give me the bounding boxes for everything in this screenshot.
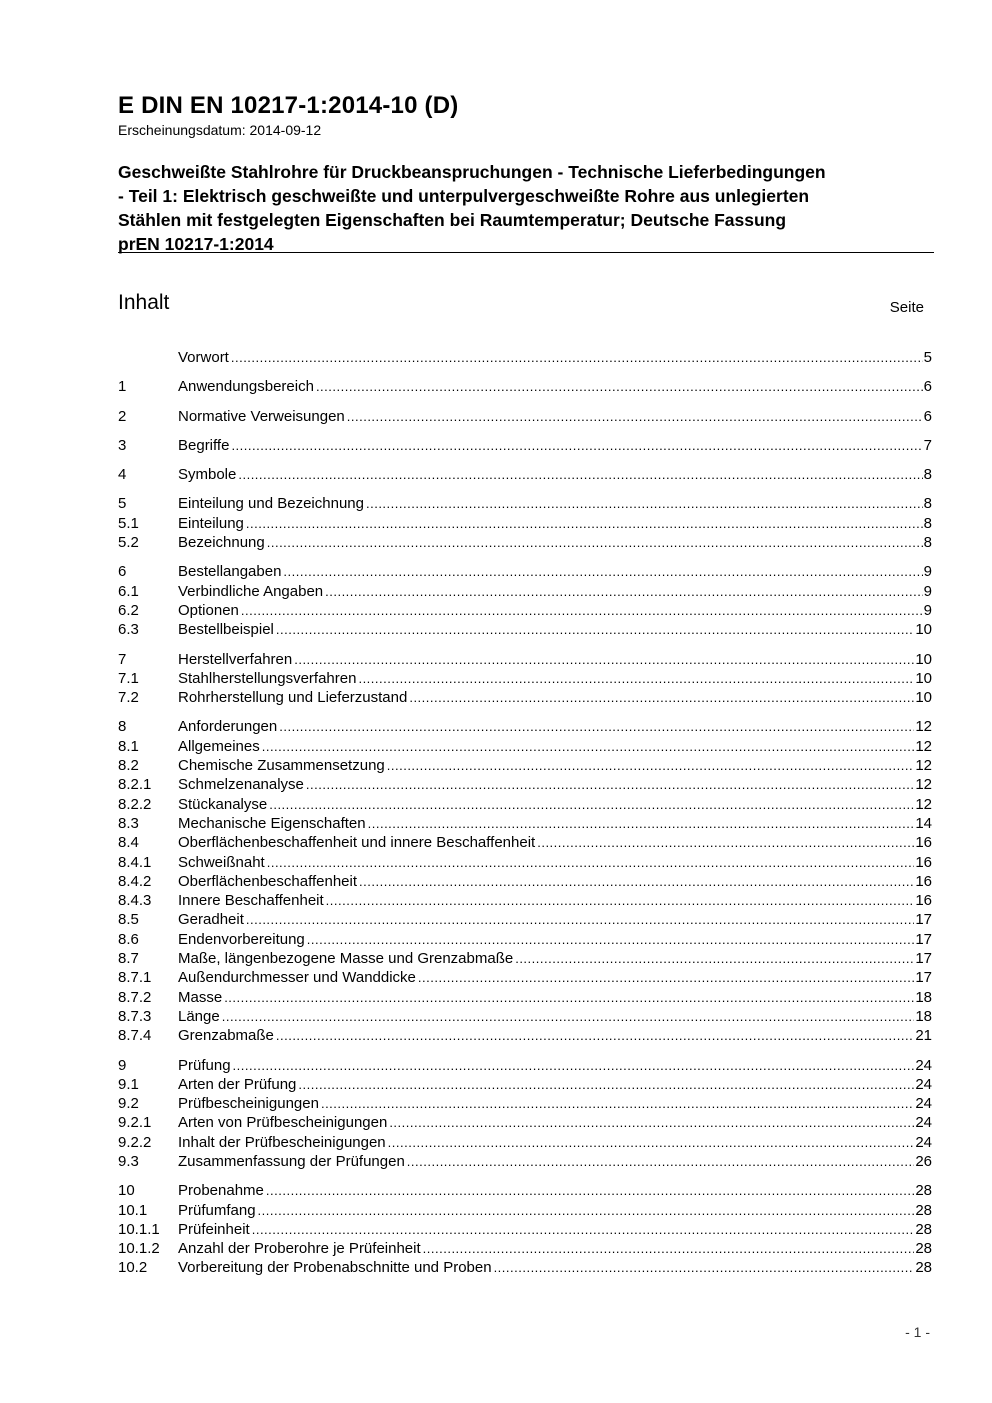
toc-entry-title: Grenzabmaße [178, 1027, 274, 1045]
toc-entry[interactable] [118, 407, 932, 426]
toc-entry[interactable] [118, 1056, 932, 1075]
toc-entry-number: 5.1 [118, 514, 139, 532]
toc-entry[interactable] [118, 514, 932, 533]
toc-entry-number: 10 [118, 1182, 135, 1200]
toc-dot-leader [325, 582, 923, 601]
toc-entry-number: 8.1 [118, 737, 139, 755]
toc-entry-page: 21 [915, 1027, 932, 1045]
toc-entry-title: Begriffe [178, 436, 230, 454]
toc-entry-title: Vorbereitung der Probenabschnitte und Proben [178, 1259, 492, 1277]
toc-entry-number: 5 [118, 495, 127, 513]
toc-entry-number: 8.4 [118, 834, 139, 852]
toc-dot-leader [389, 1113, 914, 1132]
toc-dot-leader [307, 930, 915, 949]
toc-entry[interactable] [118, 1094, 932, 1113]
toc-entry[interactable] [118, 436, 932, 455]
toc-entry-number: 10.1.2 [118, 1240, 160, 1258]
toc-entry-number: 1 [118, 378, 127, 396]
toc-entry-page: 17 [915, 911, 932, 929]
toc-entry[interactable] [118, 1258, 932, 1277]
toc-entry-number: 4 [118, 466, 127, 484]
toc-entry-title: Mechanische Eigenschaften [178, 814, 366, 832]
toc-entry-number: 8.7.3 [118, 1007, 152, 1025]
toc-entry-page: 28 [915, 1182, 932, 1200]
toc-entry-number: 8.4.3 [118, 892, 152, 910]
toc-entry-page: 28 [915, 1259, 932, 1277]
toc-entry-number: 7 [118, 650, 127, 668]
toc-entry[interactable] [118, 669, 932, 688]
toc-entry-title: Vorwort [178, 349, 229, 366]
table-of-contents [118, 348, 932, 1288]
toc-entry-page: 24 [915, 1075, 932, 1093]
toc-entry-title: Endenvorbereitung [178, 930, 305, 948]
toc-entry-number: 8.7.4 [118, 1027, 152, 1045]
toc-entry-page: 16 [915, 892, 932, 910]
toc-entry[interactable] [118, 494, 932, 513]
toc-entry[interactable] [118, 348, 932, 367]
toc-dot-leader [316, 377, 923, 396]
toc-entry-page: 24 [915, 1114, 932, 1132]
toc-dot-leader [252, 1220, 915, 1239]
toc-entry-page: 17 [915, 930, 932, 948]
toc-entry-title: Symbole [178, 466, 237, 484]
toc-entry-page: 17 [915, 950, 932, 968]
toc-entry[interactable] [118, 756, 932, 775]
toc-dot-leader [347, 407, 923, 426]
toc-entry-title: Prüfung [178, 1056, 231, 1074]
toc-entry-page: 26 [915, 1152, 932, 1170]
toc-entry-title: Bezeichnung [178, 534, 265, 552]
toc-entry-title: Normative Verweisungen [178, 407, 345, 425]
toc-entry-title: Probenahme [178, 1182, 264, 1200]
toc-dot-leader [306, 775, 914, 794]
toc-entry-title: Arten der Prüfung [178, 1075, 297, 1093]
toc-entry-number: 3 [118, 436, 127, 454]
toc-dot-leader [388, 1133, 915, 1152]
toc-entry-title: Stahlherstellungsverfahren [178, 669, 357, 687]
title-line: Stählen mit festgelegten Eigenschaften bei Raumtemperatur; Deutsche Fassung [118, 210, 787, 230]
toc-dot-leader [387, 756, 915, 775]
toc-entry-title: Prüfeinheit [178, 1220, 250, 1238]
toc-entry[interactable] [118, 717, 932, 736]
toc-dot-leader [409, 688, 914, 707]
toc-entry-number: 8.2.2 [118, 795, 152, 813]
toc-entry-title: Anwendungsbereich [178, 378, 314, 396]
toc-entry[interactable] [118, 1133, 932, 1152]
toc-entry-page: 10 [915, 621, 932, 639]
toc-entry[interactable] [118, 1026, 932, 1045]
toc-entry[interactable] [118, 465, 932, 484]
toc-entry-number: 9.3 [118, 1152, 139, 1170]
toc-entry[interactable] [118, 949, 932, 968]
toc-dot-leader [368, 814, 915, 833]
toc-dot-leader [276, 620, 914, 639]
toc-entry-page: 14 [915, 814, 932, 832]
toc-dot-leader [537, 833, 914, 852]
toc-entry-title: Einteilung [178, 514, 244, 532]
toc-entry[interactable] [118, 533, 932, 552]
toc-entry-title: Prüfumfang [178, 1201, 256, 1219]
toc-dot-leader [366, 494, 923, 513]
toc-dot-leader [269, 795, 914, 814]
toc-entry-number: 2 [118, 407, 127, 425]
toc-entry-title: Außendurchmesser und Wanddicke [178, 969, 416, 987]
toc-entry[interactable] [118, 853, 932, 872]
toc-entry-title: Oberflächenbeschaffenheit [178, 872, 358, 890]
toc-entry-title: Inhalt der Prüfbescheinigungen [178, 1133, 386, 1151]
toc-entry-page: 12 [915, 718, 932, 736]
toc-entry-page: 8 [923, 495, 932, 513]
toc-entry-number: 8.4.1 [118, 853, 152, 871]
toc-dot-leader [358, 669, 914, 688]
toc-entry-title: Arten von Prüfbescheinigungen [178, 1114, 388, 1132]
toc-entry-page: 28 [915, 1201, 932, 1219]
toc-entry[interactable] [118, 377, 932, 396]
toc-group [118, 717, 932, 1045]
toc-entry-title: Schmelzenanalyse [178, 776, 304, 794]
toc-entry-page: 17 [915, 969, 932, 987]
toc-entry-title: Chemische Zusammensetzung [178, 757, 385, 775]
page-number: - 1 - [905, 1324, 930, 1340]
toc-page-column-heading: Seite [889, 299, 924, 316]
toc-entry-page: 28 [915, 1240, 932, 1258]
toc-dot-leader [241, 601, 923, 620]
toc-dot-leader [246, 514, 923, 533]
toc-entry-page: 10 [915, 650, 932, 668]
toc-entry-number: 10.1 [118, 1201, 148, 1219]
toc-entry-number: 8.2 [118, 757, 139, 775]
toc-entry-page: 28 [915, 1220, 932, 1238]
title-line: prEN 10217-1:2014 [118, 234, 274, 254]
toc-dot-leader [222, 1007, 915, 1026]
toc-entry-page: 10 [915, 689, 932, 707]
toc-dot-leader [276, 1026, 914, 1045]
toc-dot-leader [258, 1201, 915, 1220]
toc-entry-page: 16 [915, 872, 932, 890]
toc-entry[interactable] [118, 910, 932, 929]
toc-entry-page: 24 [915, 1133, 932, 1151]
toc-entry-title: Herstellverfahren [178, 650, 293, 668]
toc-entry[interactable] [118, 601, 932, 620]
toc-entry-title: Anforderungen [178, 718, 278, 736]
toc-dot-leader [267, 853, 915, 872]
toc-entry-page: 10 [915, 669, 932, 687]
toc-entry-title: Maße, längenbezogene Masse und Grenzabmaße [178, 950, 514, 968]
toc-entry-title: Optionen [178, 601, 239, 619]
toc-entry[interactable] [118, 833, 932, 852]
toc-entry-page: 12 [915, 795, 932, 813]
toc-dot-leader [326, 891, 915, 910]
toc-entry-title: Anzahl der Proberohre je Prüfeinheit [178, 1240, 421, 1258]
toc-entry-page: 24 [915, 1056, 932, 1074]
toc-entry-page: 7 [923, 436, 932, 454]
toc-entry-page: 6 [923, 378, 932, 396]
toc-entry[interactable] [118, 1201, 932, 1220]
toc-entry-page: 24 [915, 1095, 932, 1113]
toc-dot-leader [294, 650, 914, 669]
toc-group [118, 348, 932, 367]
toc-dot-leader [231, 436, 922, 455]
toc-entry[interactable] [118, 688, 932, 707]
toc-entry-page: 6 [923, 407, 932, 425]
toc-entry-number: 8 [118, 718, 127, 736]
toc-entry-page: 9 [923, 582, 932, 600]
toc-entry-number: 8.3 [118, 814, 139, 832]
toc-dot-leader [231, 348, 923, 367]
toc-dot-leader [418, 968, 914, 987]
toc-entry-page: 8 [923, 534, 932, 552]
toc-group [118, 407, 932, 426]
toc-entry[interactable] [118, 562, 932, 581]
toc-entry-title: Masse [178, 988, 223, 1006]
toc-entry-page: 18 [915, 1007, 932, 1025]
toc-entry-number: 9.2 [118, 1095, 139, 1113]
publication-date: Erscheinungsdatum: 2014-09-12 [118, 122, 322, 138]
toc-entry[interactable] [118, 650, 932, 669]
title-divider [118, 252, 934, 253]
toc-group [118, 465, 932, 484]
toc-entry[interactable] [118, 1239, 932, 1258]
toc-entry-page: 12 [915, 776, 932, 794]
toc-group [118, 1181, 932, 1277]
toc-group [118, 562, 932, 639]
toc-entry-page: 12 [915, 737, 932, 755]
toc-entry-title: Prüfbescheinigungen [178, 1095, 319, 1113]
toc-entry-page: 9 [923, 601, 932, 619]
toc-entry[interactable] [118, 1181, 932, 1200]
toc-dot-leader [359, 872, 914, 891]
toc-entry-number: 8.7.1 [118, 969, 152, 987]
toc-dot-leader [298, 1075, 914, 1094]
toc-entry[interactable] [118, 930, 932, 949]
toc-entry-title: Bestellangaben [178, 563, 282, 581]
toc-entry[interactable] [118, 775, 932, 794]
toc-dot-leader [246, 910, 914, 929]
toc-entry[interactable] [118, 620, 932, 639]
toc-entry-title: Einteilung und Bezeichnung [178, 495, 364, 513]
toc-entry-number: 6.2 [118, 601, 139, 619]
toc-entry-number: 6 [118, 563, 127, 581]
toc-entry-number: 8.7 [118, 950, 139, 968]
toc-entry[interactable] [118, 582, 932, 601]
toc-dot-leader [321, 1094, 914, 1113]
toc-dot-leader [423, 1239, 915, 1258]
toc-entry-number: 8.2.1 [118, 776, 152, 794]
toc-entry-title: Innere Beschaffenheit [178, 892, 324, 910]
toc-entry-number: 5.2 [118, 534, 139, 552]
toc-dot-leader [233, 1056, 915, 1075]
toc-entry[interactable] [118, 968, 932, 987]
document-id: E DIN EN 10217-1:2014-10 (D) [118, 92, 459, 119]
toc-entry-title: Schweißnaht [178, 853, 265, 871]
toc-entry-title: Bestellbeispiel [178, 621, 274, 639]
toc-entry-number: 8.5 [118, 911, 139, 929]
toc-entry-title: Oberflächenbeschaffenheit und innere Beschaffenheit [178, 834, 536, 852]
toc-entry-number: 6.3 [118, 621, 139, 639]
toc-entry-title: Rohrherstellung und Lieferzustand [178, 689, 408, 707]
toc-group [118, 494, 932, 552]
toc-entry[interactable] [118, 1152, 932, 1171]
toc-entry-number: 8.4.2 [118, 872, 152, 890]
toc-entry-number: 9.1 [118, 1075, 139, 1093]
title-line: - Teil 1: Elektrisch geschweißte und unterpulvergeschweißte Rohre aus unlegierten [118, 186, 810, 206]
toc-dot-leader [515, 949, 914, 968]
toc-entry-page: 12 [915, 757, 932, 775]
toc-entry-page: 16 [915, 834, 932, 852]
toc-entry-number: 9 [118, 1056, 127, 1074]
toc-entry-number: 8.6 [118, 930, 139, 948]
toc-dot-leader [238, 465, 922, 484]
toc-group [118, 436, 932, 455]
toc-entry-page: 9 [923, 563, 932, 581]
toc-entry[interactable] [118, 1220, 932, 1239]
toc-dot-leader [266, 1181, 914, 1200]
toc-entry[interactable] [118, 872, 932, 891]
toc-dot-leader [283, 562, 922, 581]
toc-dot-leader [262, 737, 915, 756]
toc-entry-page: 8 [923, 466, 932, 484]
toc-entry[interactable] [118, 737, 932, 756]
toc-heading: Inhalt [118, 291, 170, 314]
toc-entry-page: 5 [923, 349, 932, 366]
toc-group [118, 650, 932, 708]
toc-dot-leader [407, 1152, 915, 1171]
toc-entry[interactable] [118, 795, 932, 814]
toc-entry[interactable] [118, 1113, 932, 1132]
toc-entry-number: 7.1 [118, 669, 139, 687]
toc-entry-page: 16 [915, 853, 932, 871]
toc-dot-leader [224, 988, 914, 1007]
document-title [118, 160, 938, 256]
toc-entry[interactable] [118, 1007, 932, 1026]
toc-entry-number: 10.1.1 [118, 1220, 160, 1238]
toc-group [118, 1056, 932, 1172]
toc-entry-number: 9.2.2 [118, 1133, 152, 1151]
toc-dot-leader [267, 533, 923, 552]
toc-entry-number: 10.2 [118, 1259, 148, 1277]
toc-entry-page: 8 [923, 514, 932, 532]
toc-entry-title: Allgemeines [178, 737, 260, 755]
toc-entry[interactable] [118, 891, 932, 910]
toc-entry-number: 7.2 [118, 689, 139, 707]
toc-entry-title: Zusammenfassung der Prüfungen [178, 1152, 405, 1170]
toc-entry[interactable] [118, 814, 932, 833]
toc-entry-number: 9.2.1 [118, 1114, 152, 1132]
toc-entry-page: 18 [915, 988, 932, 1006]
toc-entry-number: 6.1 [118, 582, 139, 600]
toc-group [118, 377, 932, 396]
toc-entry-title: Stückanalyse [178, 795, 268, 813]
toc-entry-title: Geradheit [178, 911, 244, 929]
toc-entry-title: Verbindliche Angaben [178, 582, 324, 600]
toc-entry[interactable] [118, 1075, 932, 1094]
toc-dot-leader [494, 1258, 915, 1277]
toc-dot-leader [279, 717, 914, 736]
title-line: Geschweißte Stahlrohre für Druckbeanspruchungen - Technische Lieferbedingungen [118, 162, 826, 182]
toc-entry-title: Länge [178, 1007, 220, 1025]
toc-entry[interactable] [118, 988, 932, 1007]
toc-entry-number: 8.7.2 [118, 988, 152, 1006]
